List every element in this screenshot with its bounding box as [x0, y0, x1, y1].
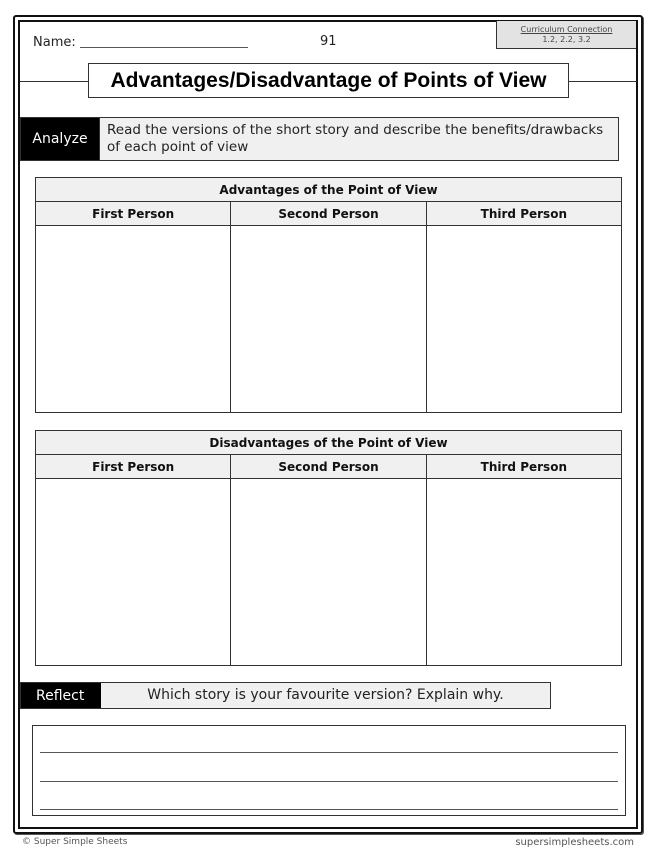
analyze-banner — [20, 117, 619, 161]
disadvantages-table — [35, 430, 622, 666]
writing-line[interactable] — [40, 752, 618, 753]
footer-website: supersimplesheets.com — [515, 837, 634, 848]
writing-line[interactable] — [40, 809, 618, 810]
column-header-third-person: Third Person — [426, 455, 621, 479]
answer-cell-first-person[interactable] — [36, 479, 231, 666]
answer-cell-second-person[interactable] — [231, 479, 426, 666]
column-header-second-person: Second Person — [231, 455, 426, 479]
reflect-banner — [20, 682, 551, 709]
name-field — [33, 34, 248, 50]
advantages-table-title: Advantages of the Point of View — [36, 178, 622, 202]
disadvantages-table-title: Disadvantages of the Point of View — [36, 431, 622, 455]
column-header-second-person: Second Person — [231, 202, 426, 226]
reflect-prompt: Which story is your favourite version? Explain why. — [147, 687, 504, 703]
analyze-label: Analyze — [21, 118, 99, 160]
reflect-label: Reflect — [21, 683, 101, 708]
title-rule-left — [20, 81, 90, 82]
answer-cell-third-person[interactable] — [426, 479, 621, 666]
column-header-third-person: Third Person — [426, 202, 621, 226]
curriculum-codes: 1.2, 2.2, 3.2 — [542, 35, 591, 44]
writing-line[interactable] — [40, 781, 618, 782]
page-title: Advantages/Disadvantage of Points of View — [88, 63, 569, 98]
footer-copyright: © Super Simple Sheets — [22, 837, 128, 847]
analyze-instruction: Read the versions of the short story and describe the benefits/drawbacks of each point of view — [99, 118, 618, 160]
answer-cell-second-person[interactable] — [231, 226, 426, 413]
page-number: 91 — [320, 34, 337, 49]
answer-cell-third-person[interactable] — [426, 226, 621, 413]
curriculum-connection-box — [496, 21, 636, 49]
answer-cell-first-person[interactable] — [36, 226, 231, 413]
advantages-table — [35, 177, 622, 413]
column-header-first-person: First Person — [36, 455, 231, 479]
curriculum-title: Curriculum Connection — [520, 25, 613, 34]
name-label: Name: — [33, 35, 76, 50]
column-header-first-person: First Person — [36, 202, 231, 226]
reflect-answer-box[interactable] — [32, 725, 626, 816]
title-rule-right — [568, 81, 637, 82]
name-input-line[interactable] — [80, 34, 248, 48]
